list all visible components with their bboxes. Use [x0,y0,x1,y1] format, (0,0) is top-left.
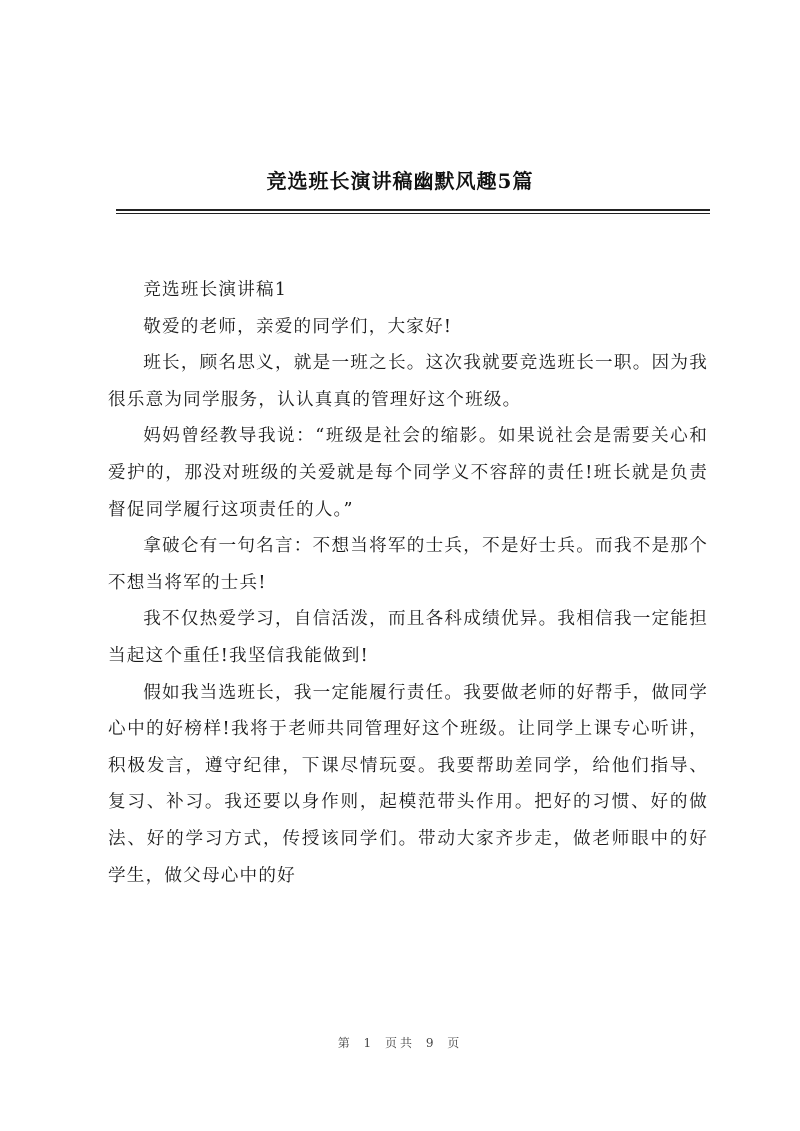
section-heading: 竞选班长演讲稿1 [143,280,288,300]
paragraph: 我不仅热爱学习，自信活泼，而且各科成绩优异。我相信我一定能担当起这个重任!我坚信我能做到! [108,609,708,666]
document-body [108,272,708,894]
page-number-footer: 第 1 页共 9 页 [337,1036,463,1050]
paragraph: 假如我当选班长，我一定能履行责任。我要做老师的好帮手，做同学心中的好榜样!我将于老师共同管理好这个班级。让同学上课专心听讲，积极发言，遵守纪律，下课尽情玩耍。我要帮助差同学，给他们指导、复习、补习。我还要以身作则，起模范带头作用。把好的习惯、好的做法、好的学习方式，传授该同学们。带动大家齐步走，做老师眼中的好学生，做父母心中的好 [108,682,708,886]
paragraph: 妈妈曾经教导我说：“班级是社会的缩影。如果说社会是需要关心和爱护的，那没对班级的关爱就是每个同学义不容辞的责任!班长就是负责督促同学履行这项责任的人。” [108,426,708,520]
title-divider [116,209,710,214]
paragraph: 拿破仑有一句名言：不想当将军的士兵，不是好士兵。而我不是那个不想当将军的士兵! [108,536,708,593]
document-title: 竞选班长演讲稿幽默风趣5篇 [266,169,534,193]
paragraph-greeting: 敬爱的老师，亲爱的同学们，大家好! [143,316,453,337]
paragraph: 班长，顾名思义，就是一班之长。这次我就要竞选班长一职。因为我很乐意为同学服务，认认真真的管理好这个班级。 [108,353,708,410]
